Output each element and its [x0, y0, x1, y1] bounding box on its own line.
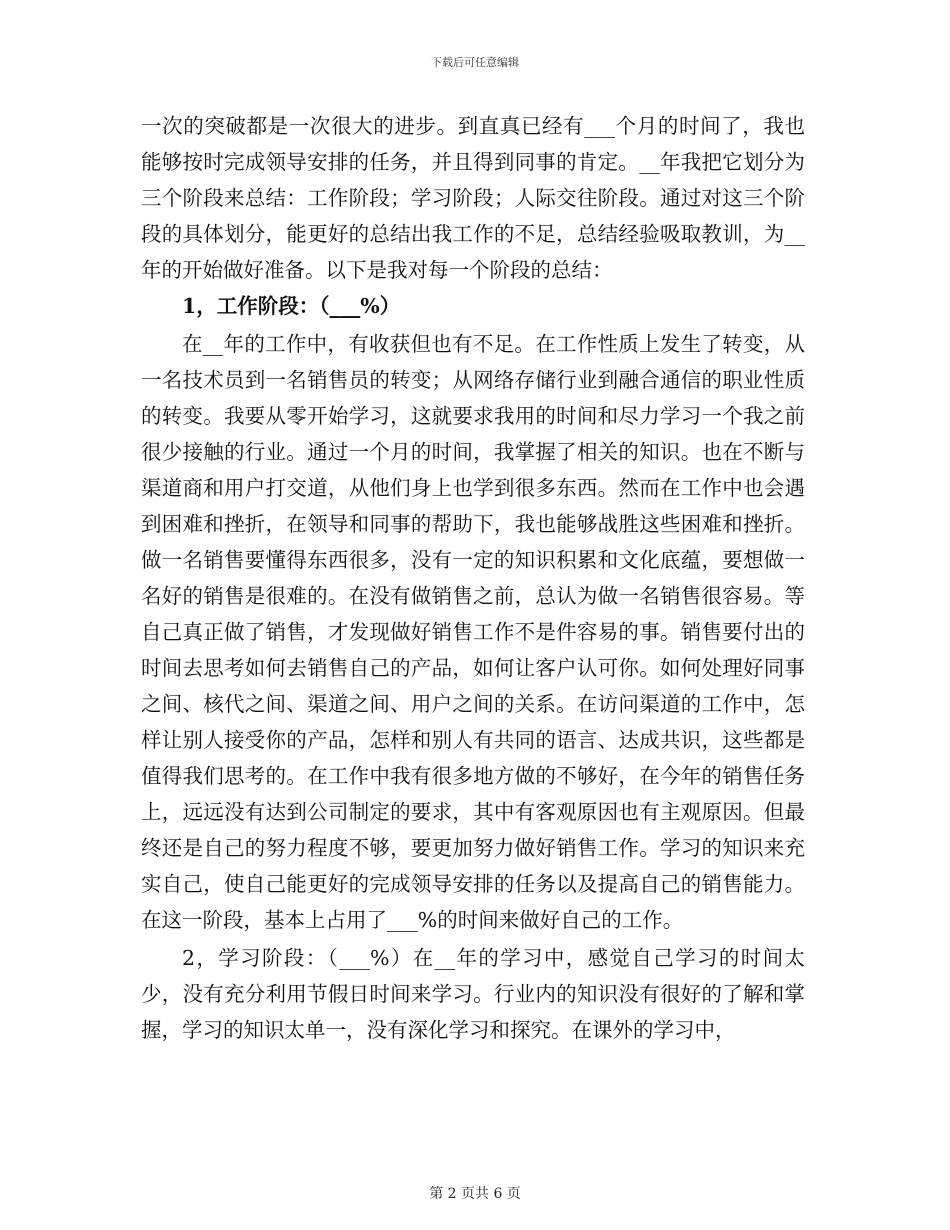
page-footer: 第 2 页共 6 页 — [429, 1186, 521, 1202]
page-header: 下载后可任意编辑 — [431, 56, 519, 69]
paragraph-intro-continued: 一次的突破都是一次很大的进步。到直真已经有___个月的时间了，我也能够按时完成领导安排的任务，并且得到同事的肯定。__年我把它划分为三个阶段来总结：工作阶段；学习阶段；人际交往阶段。通过对这三个阶段的具体划分，能更好的总结出我工作的不足，总结经验吸取教训，为__年的开始做好准备。以下是我对每一个阶段的总结： — [141, 114, 805, 282]
paragraph-study-stage: 2，学习阶段：（___%）在__年的学习中，感觉自己学习的时间太少，没有充分利用节假日时间来学习。行业内的知识没有很好的了解和掌握，学习的知识太单一，没有深化学习和探究。在课外的学习中， — [141, 946, 805, 1042]
section-heading-work-stage: 1，工作阶段：（___%） — [182, 294, 401, 318]
document-body — [141, 108, 805, 1048]
paragraph-work-stage: 在__年的工作中，有收获但也有不足。在工作性质上发生了转变，从一名技术员到一名销售员的转变；从网络存储行业到融合通信的职业性质的转变。我要从零开始学习，这就要求我用的时间和尽力学习一个我之前很少接触的行业。通过一个月的时间，我掌握了相关的知识。也在不断与渠道商和用户打交道，从他们身上也学到很多东西。然而在工作中也会遇到困难和挫折，在领导和同事的帮助下，我也能够战胜这些困难和挫折。做一名销售要懂得东西很多，没有一定的知识积累和文化底蕴，要想做一名好的销售是很难的。在没有做销售之前，总认为做一名销售很容易。等自己真正做了销售，才发现做好销售工作不是件容易的事。销售要付出的时间去思考如何去销售自己的产品，如何让客户认可你。如何处理好同事之间、核代之间、渠道之间、用户之间的关系。在访问渠道的工作中，怎样让别人接受你的产品，怎样和别人有共同的语言、达成共识，这些都是值得我们思考的。在工作中我有很多地方做的不够好，在今年的销售任务上，远远没有达到公司制定的要求，其中有客观原因也有主观原因。但最终还是自己的努力程度不够，要更加努力做好销售工作。学习的知识来充实自己，使自己能更好的完成领导安排的任务以及提高自己的销售能力。在这一阶段，基本上占用了___%的时间来做好自己的工作。 — [141, 332, 805, 932]
